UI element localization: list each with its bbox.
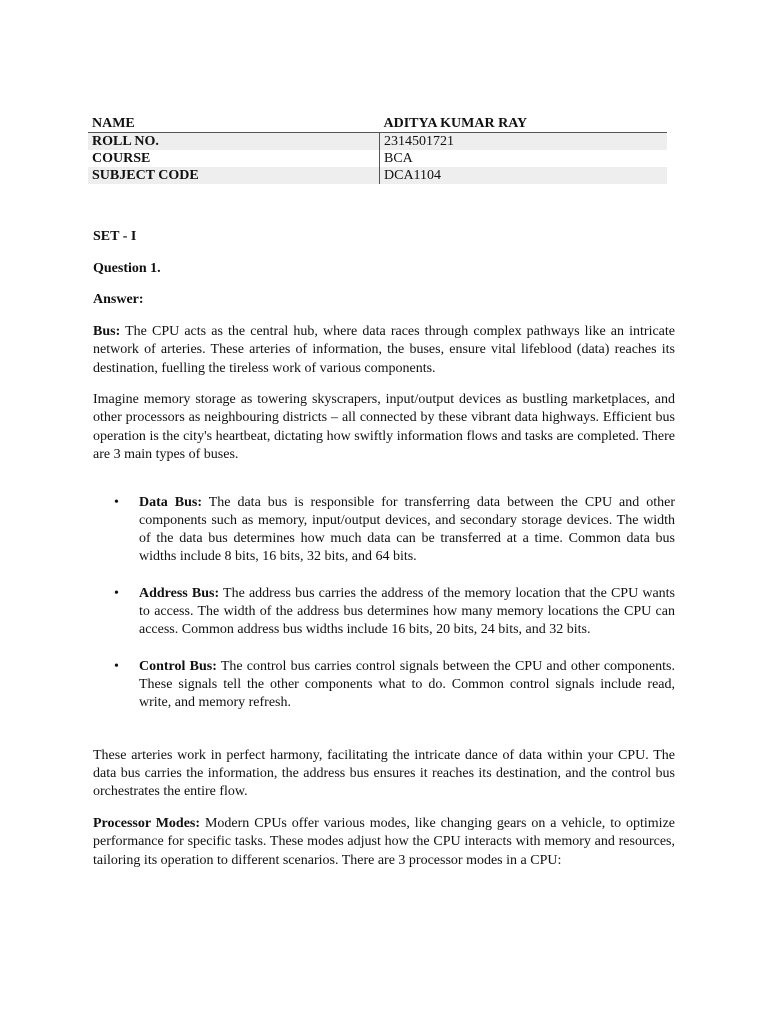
info-key: SUBJECT CODE — [88, 167, 380, 184]
list-item — [93, 494, 675, 567]
info-row-subject — [88, 167, 667, 184]
answer-heading: Answer: — [93, 292, 144, 308]
info-value: 2314501721 — [380, 133, 668, 151]
question-heading: Question 1. — [93, 260, 161, 276]
info-key: ROLL NO. — [88, 133, 380, 151]
bullet-icon: • — [114, 585, 119, 601]
list-item — [93, 585, 675, 640]
bus-types-list — [93, 494, 675, 713]
bullet-text: The control bus carries control signals between the CPU and other components. These signals tell the other components what to do. Common control signals include read, write, and memory refresh. — [139, 658, 675, 711]
bullet-label: Data Bus: — [139, 494, 202, 510]
info-row-name — [88, 114, 667, 133]
bus-text: The CPU acts as the central hub, where data races through complex pathways like an intricate network of arteries. These arteries of information, the buses, ensure vital lifeblood (data) reaches its destination, fuelling the tireless work of various components. — [93, 324, 675, 376]
bus-paragraph — [93, 323, 675, 378]
bus-label: Bus: — [93, 324, 121, 340]
info-value: BCA — [384, 151, 413, 166]
bullet-icon: • — [114, 494, 119, 510]
set-title: SET - I — [93, 229, 137, 244]
processor-modes-paragraph — [93, 815, 675, 870]
bullet-label: Control Bus: — [139, 658, 217, 674]
document-body — [93, 228, 675, 883]
info-value: ADITYA KUMAR RAY — [380, 114, 668, 133]
info-key: NAME — [88, 114, 380, 133]
bullet-label: Address Bus: — [139, 585, 220, 601]
info-row-course — [88, 150, 667, 167]
bullet-icon: • — [114, 658, 119, 674]
student-info-table — [88, 114, 667, 184]
info-row-roll — [88, 133, 667, 151]
harmony-paragraph: These arteries work in perfect harmony, facilitating the intricate dance of data within your CPU. The data bus carries the information, the address bus ensures it reaches its destination, and the control bus orchestrates the entire flow. — [93, 748, 675, 800]
modes-label: Processor Modes: — [93, 816, 201, 832]
info-value: DCA1104 — [380, 167, 668, 184]
list-item — [93, 658, 675, 713]
bullet-text: The data bus is responsible for transferring data between the CPU and other components such as memory, input/output devices, and secondary storage devices. The width of the data bus determines how much data can be transferred at a time. Common data bus widths include 8 bits, 16 bits, 32 bits, and 64 bits. — [139, 494, 675, 565]
modes-text: Modern CPUs offer various modes, like changing gears on a vehicle, to optimize performance for specific tasks. These modes adjust how the CPU interacts with memory and resources, tailoring its operation to different scenarios. There are 3 processor modes in a CPU: — [93, 816, 675, 868]
info-key: COURSE — [88, 150, 380, 167]
imagine-paragraph: Imagine memory storage as towering skyscrapers, input/output devices as bustling marketplaces, and other processors as neighbouring districts – all connected by these vibrant data highways. Efficient bus operation is the city's heartbeat, dictating how swiftly information flows and tasks are completed. There are 3 main types of buses. — [93, 392, 675, 462]
bullet-text: The address bus carries the address of the memory location that the CPU wants to access. The width of the address bus determines how many memory locations the CPU can access. Common address bus widths include 16 bits, 20 bits, 24 bits, and 32 bits. — [139, 585, 675, 638]
